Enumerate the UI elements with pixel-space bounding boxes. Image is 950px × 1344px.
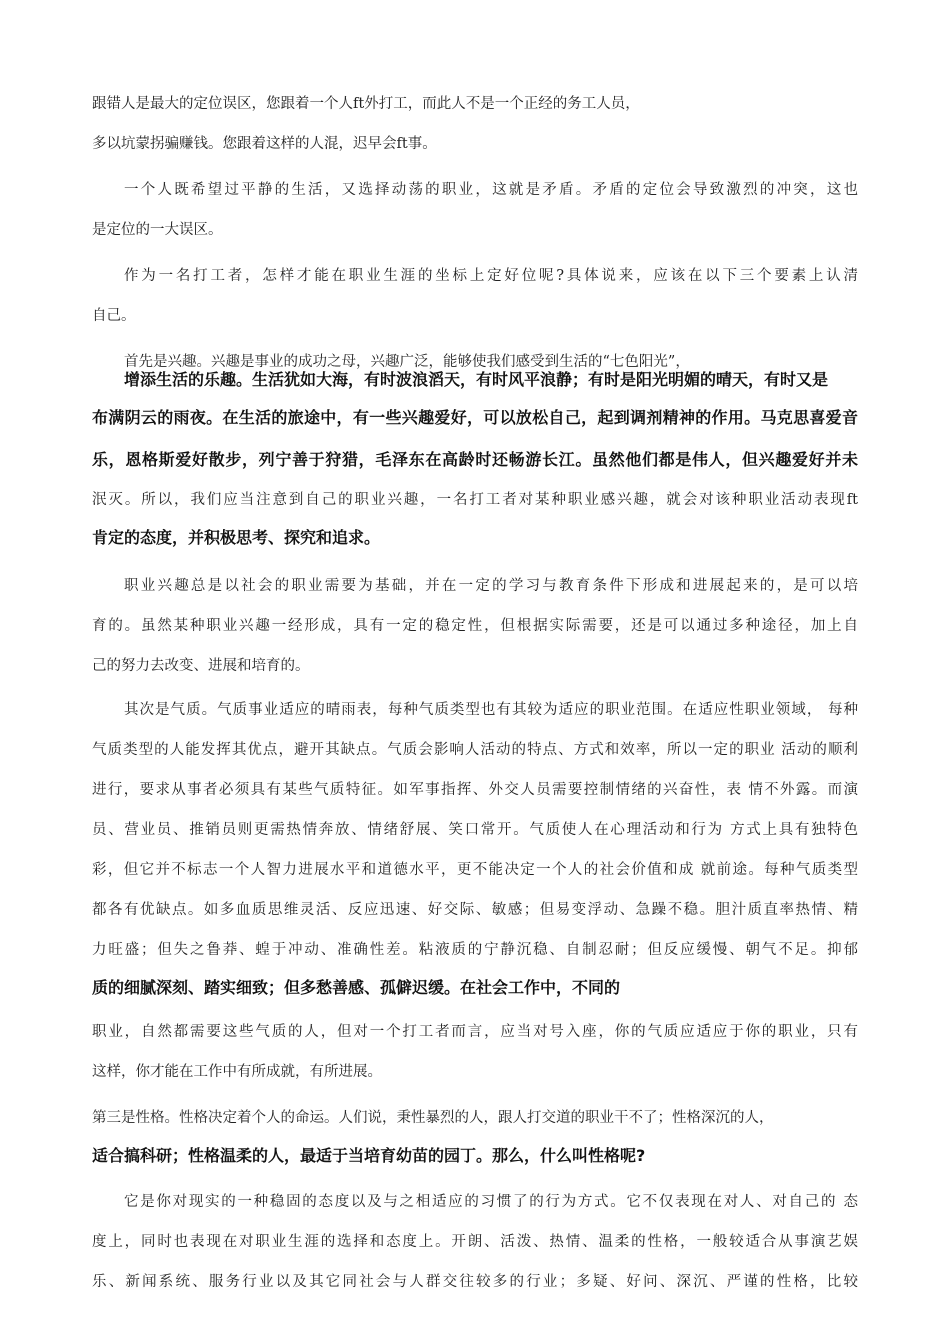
text-line: 乐、新闻系统、服务行业以及其它同社会与人群交往较多的行业；多疑、好问、深沉、严谨的性格，比较 [92, 1274, 858, 1290]
text-line: 质的细腻深刻、踏实细致；但多愁善感、孤僻迟缓。在社会工作中，不同的 [92, 978, 621, 997]
text-line: 泯灭。所以，我们应当注意到自己的职业兴趣，一名打工者对某种职业感兴趣，就会对该种职业活动表现ft [92, 492, 858, 508]
text-line: 是定位的一大误区。 [92, 222, 223, 238]
text-line: 这样，你才能在工作中有所成就，有所进展。 [92, 1064, 382, 1080]
text-line: 度上，同时也表现在对职业生涯的选择和态度上。开朗、活泼、热情、温柔的性格，一般较适合从事演艺娱 [92, 1234, 858, 1250]
text-line: 职业，自然都需要这些气质的人，但对一个打工者而言，应当对号入座，你的气质应适应于你的职业，只有 [92, 1024, 858, 1040]
text-line: 布满阴云的雨夜。在生活的旅途中，有一些兴趣爱好，可以放松自己，起到调剂精神的作用。马克思喜爱音 [92, 408, 858, 427]
text-line: 乐，恩格斯爱好散步，列宁善于狩猎，毛泽东在高龄时还畅游长江。虽然他们都是伟人，但兴趣爱好并未 [92, 450, 858, 469]
text-line: 育的。虽然某种职业兴趣一经形成，具有一定的稳定性，但根据实际需要，还是可以通过多种途径，加上自 [92, 618, 858, 634]
text-line: 其次是气质。气质事业适应的晴雨表，每种气质类型也有其较为适应的职业范围。在适应性职业领域， 每种 [124, 702, 858, 718]
text-line: 肯定的态度，并积极思考、探究和追求。 [92, 528, 381, 547]
text-line: 它是你对现实的一种稳固的态度以及与之相适应的习惯了的行为方式。它不仅表现在对人、对自己的 态 [124, 1194, 858, 1210]
text-line: 都各有优缺点。如多血质思维灵活、反应迅速、好交际、敏感；但易变浮动、急躁不稳。胆汁质直率热情、精 [92, 902, 858, 918]
text-line: 适合搞科研；性格温柔的人，最适于当培育幼苗的园丁。那么，什么叫性格呢? [92, 1146, 646, 1165]
text-line: 首先是兴趣。兴趣是事业的成功之母，兴趣广泛，能够使我们感受到生活的“七色阳光”， [124, 354, 690, 370]
text-line: 多以坑蒙拐骗赚钱。您跟着这样的人混，迟早会ft事。 [92, 136, 437, 152]
text-line: 气质类型的人能发挥其优点，避开其缺点。气质会影响人活动的特点、方式和效率，所以一定的职业 活动的顺利 [92, 742, 858, 758]
text-line: 员、营业员、推销员则更需热情奔放、情绪舒展、笑口常开。气质使人在心理活动和行为 方式上具有独特色 [92, 822, 858, 838]
text-line: 职业兴趣总是以社会的职业需要为基础，并在一定的学习与教育条件下形成和进展起来的，是可以培 [124, 578, 858, 594]
text-line: 己的努力去改变、进展和培育的。 [92, 658, 310, 674]
text-line: 一个人既希望过平静的生活，又选择动荡的职业，这就是矛盾。矛盾的定位会导致激烈的冲突，这也 [124, 182, 858, 198]
text-line: 增添生活的乐趣。生活犹如大海，有时波浪滔天，有时风平浪静；有时是阳光明媚的晴天，有时又是 [124, 370, 829, 389]
text-line: 自己。 [92, 308, 136, 324]
text-line: 第三是性格。性格决定着个人的命运。人们说，秉性暴烈的人，跟人打交道的职业干不了；性格深沉的人， [92, 1110, 774, 1126]
text-line: 跟错人是最大的定位误区，您跟着一个人ft外打工，而此人不是一个正经的务工人员， [92, 96, 640, 112]
text-line: 作为一名打工者，怎样才能在职业生涯的坐标上定好位呢?具体说来，应该在以下三个要素上认清 [124, 268, 858, 284]
text-line: 力旺盛；但失之鲁莽、蝗于冲动、准确性差。粘液质的宁静沉稳、自制忍耐；但反应缓慢、朝气不足。抑郁 [92, 942, 858, 958]
text-line: 进行，要求从事者必须具有某些气质特征。如军事指挥、外交人员需要控制情绪的兴奋性，表 情不外露。而演 [92, 782, 858, 798]
text-line: 彩，但它并不标志一个人智力进展水平和道德水平，更不能决定一个人的社会价值和成 就前途。每种气质类型 [92, 862, 858, 878]
